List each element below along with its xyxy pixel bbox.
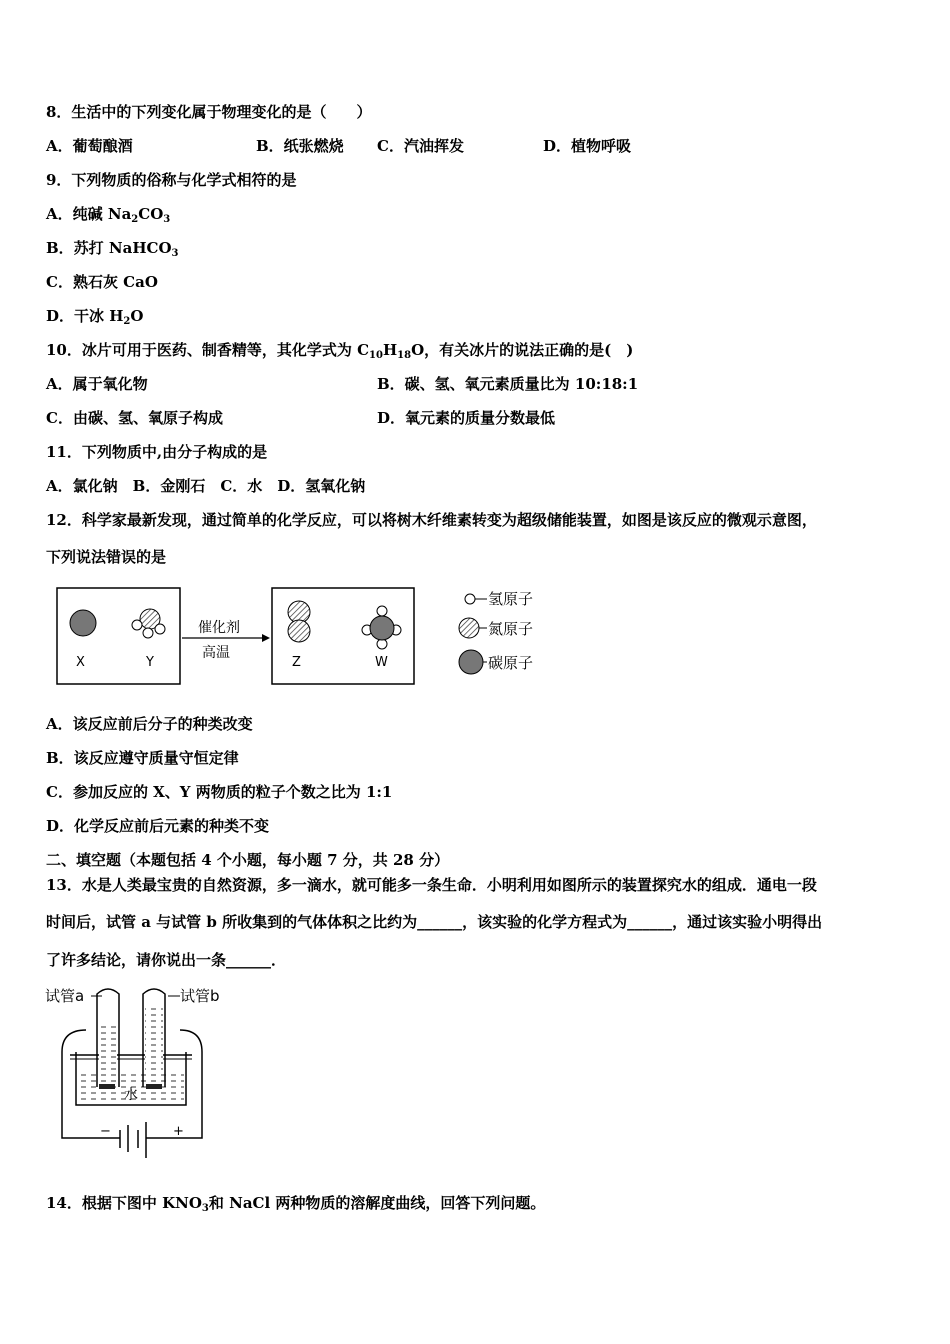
electrode-b (146, 1084, 162, 1089)
y-hydrogen-atom (155, 624, 165, 634)
q10-option-a: A．属于氧化物 (46, 375, 148, 393)
negative-terminal: − (100, 1124, 111, 1139)
q13-line2: 时间后，试管 a 与试管 b 所收集到的气体体积之比约为______，该实验的化学方程式为______，通过该实验小明得出 (46, 913, 823, 931)
q12-option-a: A．该反应前后分子的种类改变 (46, 715, 253, 733)
w-hydrogen-atom (377, 606, 387, 616)
q9-option-c: C．熟石灰 CaO (46, 273, 158, 291)
positive-terminal: + (173, 1124, 184, 1139)
y-hydrogen-atom (132, 620, 142, 630)
q9-stem: 9．下列物质的俗称与化学式相符的是 (46, 171, 297, 189)
q13-electrolysis-diagram (40, 982, 250, 1162)
q13-line3: 了许多结论，请你说出一条______． (46, 951, 287, 969)
q9-option-b: B．苏打 NaHCO$_3$ (46, 239, 179, 259)
q11-stem: 11．下列物质中,由分子构成的是 (46, 443, 268, 461)
q12-stem-line1: 12．科学家最新发现，通过简单的化学反应，可以将树木纤维素转变为超级储能装置，如图是该反应的微观示意图， (46, 511, 817, 529)
legend-nitrogen-icon (459, 618, 479, 638)
q10-stem: 10．冰片可用于医药、制香精等，其化学式为 $C_{10}H_{18}O$，有关冰片的说法正确的是( ) (46, 341, 634, 361)
legend-hydrogen: 氢原子 (488, 590, 534, 608)
q12-option-c: C．参加反应的 X、Y 两物质的粒子个数之比为 1:1 (46, 783, 393, 801)
legend-carbon-icon (459, 650, 483, 674)
arrow-temperature-label: 高温 (202, 645, 230, 661)
label-w: W (375, 655, 388, 670)
q8-option-c: C．汽油挥发 (377, 137, 464, 155)
water-label: 水 (124, 1087, 138, 1103)
q12-reaction-diagram (40, 578, 570, 693)
q8-option-d: D．植物呼吸 (543, 137, 632, 155)
electrode-a (99, 1084, 115, 1089)
legend-hydrogen-icon (465, 594, 475, 604)
q8-stem: 8．生活中的下列变化属于物理变化的是（ ） (46, 103, 372, 121)
q11-options: A．氯化钠 B．金刚石 C．水 D．氢氧化钠 (46, 477, 366, 495)
q10-option-b: B．碳、氢、氧元素质量比为 10:18:1 (377, 375, 639, 393)
q13-line1: 13．水是人类最宝贵的自然资源，多一滴水，就可能多一条生命．小明利用如图所示的装置探究水的组成．通电一段 (46, 876, 817, 894)
x-carbon-atom (70, 610, 96, 636)
label-y: Y (146, 655, 154, 670)
q10-options-row2 (46, 408, 906, 428)
label-x: X (76, 655, 85, 670)
tube-b-label: 试管b (180, 987, 220, 1005)
q8-option-a: A．葡萄酿酒 (46, 137, 133, 155)
q14-stem: 14．根据下图中 $KNO_3$和 NaCl 两种物质的溶解度曲线，回答下列问题。 (46, 1194, 546, 1214)
legend-nitrogen: 氮原子 (488, 620, 534, 638)
q8-options (46, 136, 906, 156)
q12-stem-line2: 下列说法错误的是 (46, 548, 167, 566)
q9-option-d: D．干冰 $H_2O$ (46, 307, 144, 327)
arrow-catalyst-label: 催化剂 (198, 620, 240, 636)
section-2-heading: 二、填空题（本题包括 4 个小题，每小题 7 分，共 28 分） (46, 851, 450, 869)
q10-options-row1 (46, 374, 906, 394)
q12-option-d: D．化学反应前后元素的种类不变 (46, 817, 270, 835)
w-carbon-atom (370, 616, 394, 640)
q10-option-c: C．由碳、氢、氧原子构成 (46, 409, 223, 427)
q8-option-b: B．纸张燃烧 (256, 137, 344, 155)
q10-option-d: D．氧元素的质量分数最低 (377, 409, 556, 427)
q9-option-a: A．纯碱 $Na_2CO_3$ (46, 205, 171, 225)
y-hydrogen-atom (143, 628, 153, 638)
z-nitrogen-atom (288, 620, 310, 642)
legend-carbon: 碳原子 (488, 654, 534, 672)
tube-a-label: 试管a (45, 987, 85, 1005)
label-z: Z (292, 655, 301, 670)
q12-option-b: B．该反应遵守质量守恒定律 (46, 749, 239, 767)
